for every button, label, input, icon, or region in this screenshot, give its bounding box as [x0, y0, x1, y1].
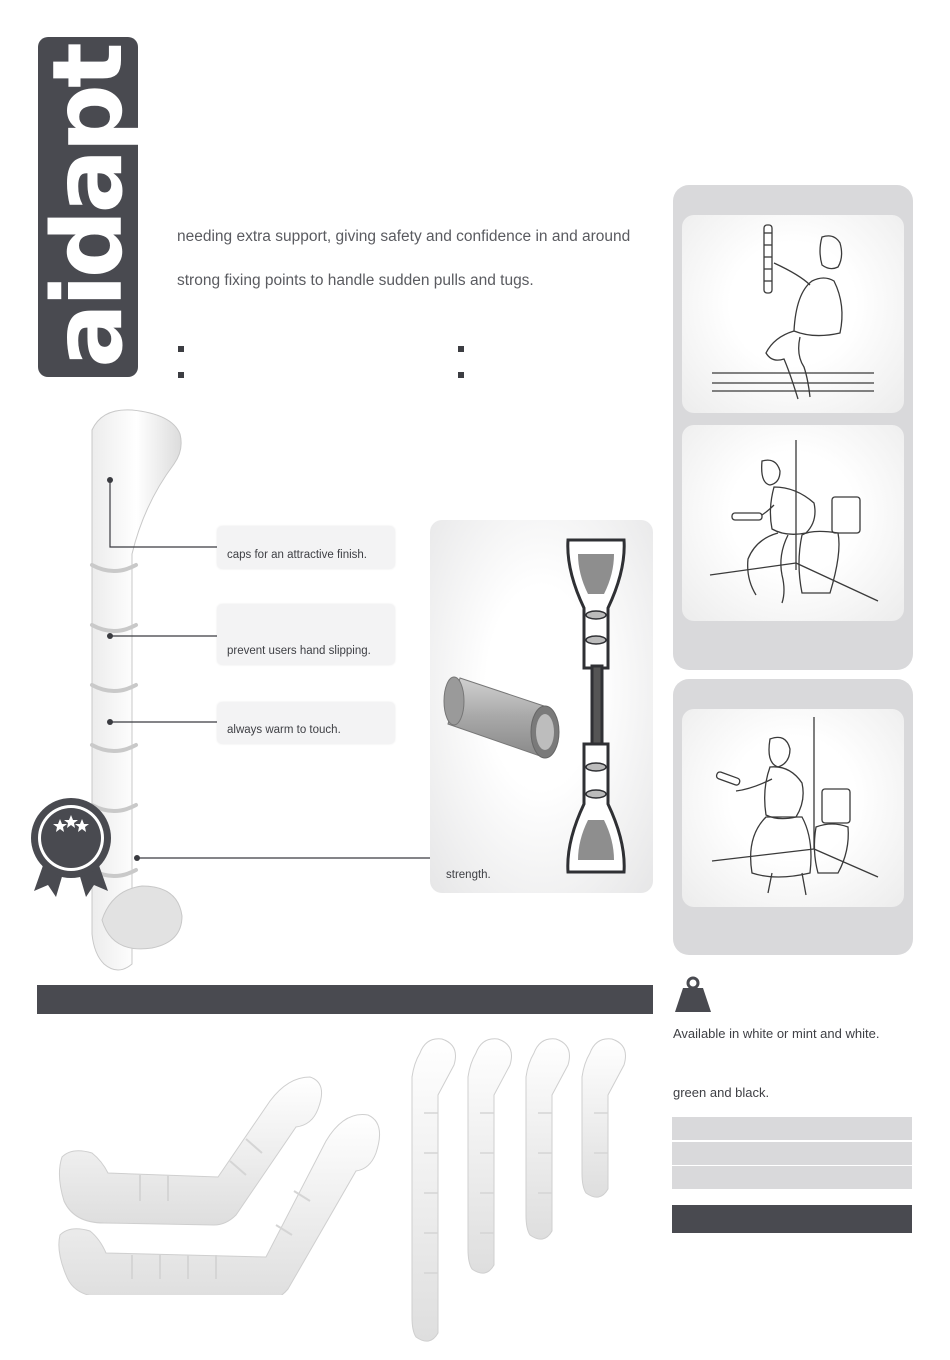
brand-logo-tab	[32, 37, 144, 377]
weight-icon	[675, 976, 711, 1014]
callout-warm-text: always warm to touch.	[227, 724, 341, 736]
angled-rails-illustration	[50, 1065, 390, 1295]
colour-availability-text: Available in white or mint and white.	[673, 1026, 880, 1041]
section-header-bar	[37, 985, 653, 1014]
spec-table-row	[672, 1142, 912, 1165]
usage-scene-panel-lower	[673, 679, 913, 955]
bullet-marker	[178, 372, 184, 378]
colour-extra-text: green and black.	[673, 1085, 770, 1100]
callout-grip-text: prevent users hand slipping.	[227, 645, 371, 657]
cutaway-caption: strength.	[446, 869, 491, 881]
bullet-marker	[458, 346, 464, 352]
bullet-marker	[458, 372, 464, 378]
award-ribbon-icon	[28, 795, 114, 897]
rail-cross-section	[568, 540, 624, 872]
callout-warm	[217, 702, 395, 744]
spec-table-footer	[672, 1205, 912, 1233]
scene-toilet-man-illustration	[682, 425, 904, 621]
bullet-marker	[178, 346, 184, 352]
cutaway-panel	[430, 520, 653, 893]
callout-caps-text: caps for an attractive finish.	[227, 549, 367, 561]
intro-line-1: needing extra support, giving safety and confidence in and around	[177, 228, 631, 245]
scene-toilet-woman-illustration	[682, 709, 904, 907]
brand-logo: aidapt	[32, 46, 144, 368]
scene-bath-illustration	[682, 215, 904, 413]
spec-table-row	[672, 1117, 912, 1140]
metal-tube-illustration	[444, 677, 559, 758]
callout-grip	[217, 604, 395, 665]
intro-line-2: strong fixing points to handle sudden pulls and tugs.	[177, 272, 534, 289]
callout-caps	[217, 526, 395, 569]
usage-scenes-panel	[673, 185, 913, 670]
spec-table-row	[672, 1166, 912, 1189]
straight-rails-illustration	[410, 1033, 640, 1348]
